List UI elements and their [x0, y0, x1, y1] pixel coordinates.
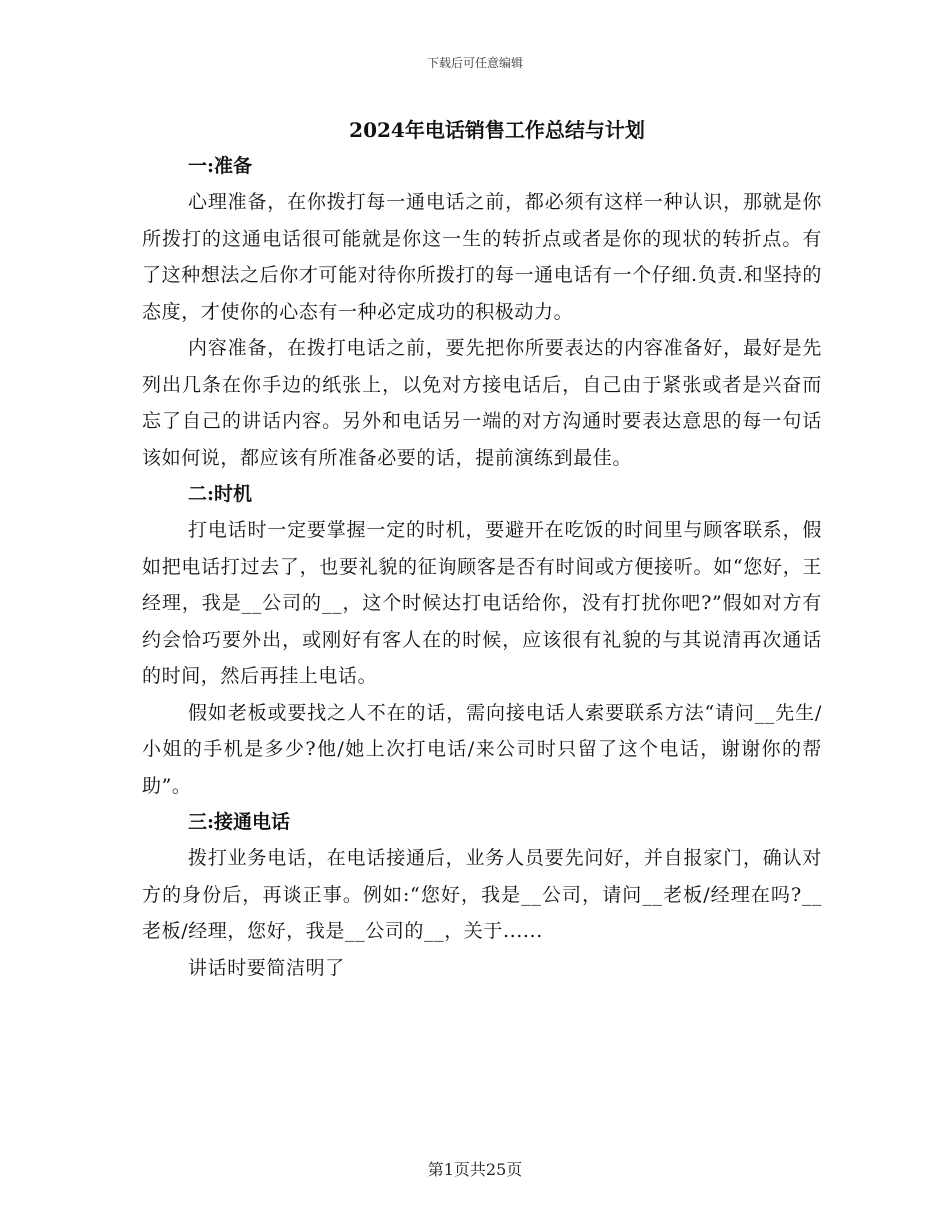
section-heading-connect-call: 三:接通电话: [188, 811, 291, 833]
page-indicator: 第1页共25页: [427, 1160, 523, 1179]
page-header-note: 下载后可任意编辑: [426, 56, 523, 70]
document-title: 2024年电话销售工作总结与计划: [349, 118, 645, 142]
section-heading-timing: 二:时机: [188, 483, 253, 505]
paragraph: 拨打业务电话，在电话接通后，业务人员要先问好，并自报家门，确认对方的身份后，再谈正事。例如:“您好，我是__公司，请问__老板/经理在吗?__老板/经理，您好，我是__公司的__，关于......: [142, 847, 822, 942]
paragraph: 假如老板或要找之人不在的话，需向接电话人索要联系方法“请问__先生/小姐的手机是多少?他/她上次打电话/来公司时只留了这个电话，谢谢你的帮助”。: [142, 701, 822, 797]
paragraph: 打电话时一定要掌握一定的时机，要避开在吃饭的时间里与顾客联系，假如把电话打过去了，也要礼貌的征询顾客是否有时间或方便接听。如“您好，王经理，我是__公司的__，这个时候达打电话给你，没有打扰你吧?”假如对方有约会恰巧要外出，或刚好有客人在的时候，应该很有礼貌的与其说清再次通话的时间，然后再挂上电话。: [142, 519, 822, 687]
paragraph: 讲话时要简洁明了: [188, 956, 345, 979]
paragraph: 心理准备，在你拨打每一通电话之前，都必须有这样一种认识，那就是你所拨打的这通电话很可能就是你这一生的转折点或者是你的现状的转折点。有了这种想法之后你才可能对待你所拨打的每一通电话有一个仔细.负责.和坚持的态度，才使你的心态有一种必定成功的积极动力。: [142, 191, 822, 323]
paragraph: 内容准备，在拨打电话之前，要先把你所要表达的内容准备好，最好是先列出几条在你手边的纸张上，以免对方接电话后，自己由于紧张或者是兴奋而忘了自己的讲话内容。另外和电话另一端的对方沟通时要表达意思的每一句话该如何说，都应该有所准备必要的话，提前演练到最佳。: [142, 337, 822, 469]
section-heading-prepare: 一:准备: [188, 155, 253, 177]
document-body: [142, 112, 822, 986]
